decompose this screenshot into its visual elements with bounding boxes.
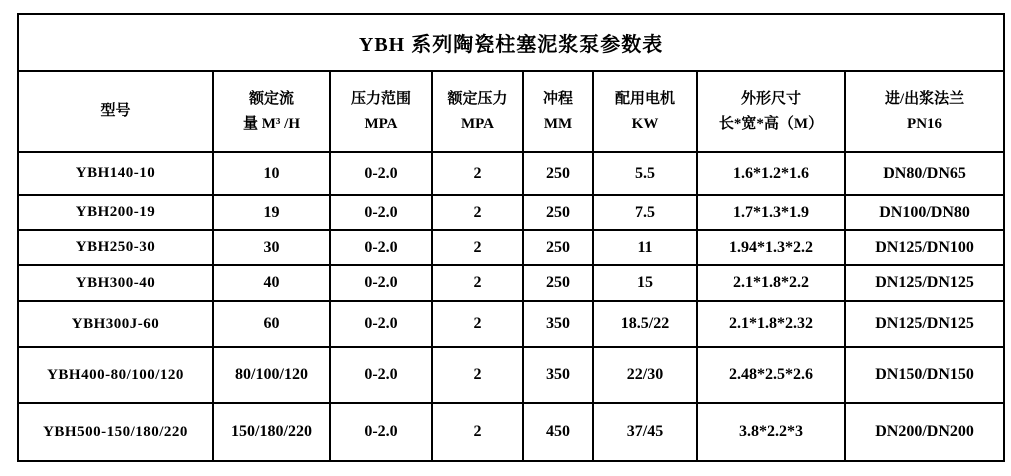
column-header-rated-flow <box>213 71 330 152</box>
cell-motor: 5.5 <box>593 152 697 195</box>
column-header-unit: MM <box>543 115 573 132</box>
column-header-unit: PN16 <box>907 115 943 132</box>
cell-rated-flow: 40 <box>213 265 330 301</box>
cell-motor: 22/30 <box>593 347 697 403</box>
cell-motor: 11 <box>593 230 697 265</box>
column-header-pressure-range <box>330 71 432 152</box>
table-row <box>18 403 1004 461</box>
title-row <box>18 14 1004 71</box>
table-title: YBH 系列陶瓷柱塞泥浆泵参数表 <box>18 14 1004 71</box>
column-header-unit: 长*宽*高（M） <box>718 115 824 132</box>
column-header-label: 额定流 <box>248 90 294 107</box>
column-header-label: 进/出浆法兰 <box>884 90 965 107</box>
cell-dimensions: 1.94*1.3*2.2 <box>697 230 845 265</box>
cell-model: YBH200-19 <box>18 195 213 230</box>
cell-rated-pressure: 2 <box>432 301 523 347</box>
cell-motor: 7.5 <box>593 195 697 230</box>
cell-rated-pressure: 2 <box>432 230 523 265</box>
cell-flange: DN125/DN125 <box>845 265 1004 301</box>
cell-stroke: 450 <box>523 403 593 461</box>
cell-rated-flow: 10 <box>213 152 330 195</box>
cell-flange: DN150/DN150 <box>845 347 1004 403</box>
cell-flange: DN125/DN100 <box>845 230 1004 265</box>
header-row <box>18 71 1004 152</box>
column-header-model <box>18 71 213 152</box>
cell-rated-pressure: 2 <box>432 195 523 230</box>
cell-dimensions: 2.48*2.5*2.6 <box>697 347 845 403</box>
cell-pressure-range: 0-2.0 <box>330 152 432 195</box>
column-header-label: 冲程 <box>542 90 573 107</box>
cell-motor: 37/45 <box>593 403 697 461</box>
column-header-dimensions <box>697 71 845 152</box>
cell-stroke: 350 <box>523 347 593 403</box>
cell-model: YBH500-150/180/220 <box>18 403 213 461</box>
cell-flange: DN125/DN125 <box>845 301 1004 347</box>
column-header-rated-pressure <box>432 71 523 152</box>
cell-rated-flow: 150/180/220 <box>213 403 330 461</box>
table-row <box>18 347 1004 403</box>
pump-parameters-table <box>17 13 1005 462</box>
column-header-label: 额定压力 <box>447 90 508 107</box>
cell-motor: 18.5/22 <box>593 301 697 347</box>
cell-model: YBH300-40 <box>18 265 213 301</box>
table-row <box>18 152 1004 195</box>
column-header-unit: MPA <box>364 115 398 132</box>
cell-stroke: 350 <box>523 301 593 347</box>
cell-rated-pressure: 2 <box>432 347 523 403</box>
column-header-label: 压力范围 <box>350 90 411 107</box>
cell-model: YBH400-80/100/120 <box>18 347 213 403</box>
cell-stroke: 250 <box>523 195 593 230</box>
cell-pressure-range: 0-2.0 <box>330 230 432 265</box>
table-row <box>18 301 1004 347</box>
cell-rated-flow: 60 <box>213 301 330 347</box>
column-header-label: 外形尺寸 <box>740 90 801 107</box>
cell-rated-pressure: 2 <box>432 265 523 301</box>
cell-pressure-range: 0-2.0 <box>330 195 432 230</box>
cell-model: YBH250-30 <box>18 230 213 265</box>
cell-dimensions: 1.6*1.2*1.6 <box>697 152 845 195</box>
cell-dimensions: 1.7*1.3*1.9 <box>697 195 845 230</box>
column-header-label: 型号 <box>100 103 131 120</box>
cell-pressure-range: 0-2.0 <box>330 347 432 403</box>
cell-flange: DN80/DN65 <box>845 152 1004 195</box>
table-row <box>18 265 1004 301</box>
cell-flange: DN100/DN80 <box>845 195 1004 230</box>
cell-motor: 15 <box>593 265 697 301</box>
cell-model: YBH140-10 <box>18 152 213 195</box>
cell-rated-flow: 19 <box>213 195 330 230</box>
column-header-flange <box>845 71 1004 152</box>
cell-stroke: 250 <box>523 230 593 265</box>
cell-rated-flow: 30 <box>213 230 330 265</box>
cell-flange: DN200/DN200 <box>845 403 1004 461</box>
column-header-unit: KW <box>631 115 659 132</box>
cell-dimensions: 3.8*2.2*3 <box>697 403 845 461</box>
table-row <box>18 195 1004 230</box>
cell-pressure-range: 0-2.0 <box>330 403 432 461</box>
cell-dimensions: 2.1*1.8*2.2 <box>697 265 845 301</box>
cell-model: YBH300J-60 <box>18 301 213 347</box>
cell-rated-pressure: 2 <box>432 152 523 195</box>
table-row <box>18 230 1004 265</box>
cell-stroke: 250 <box>523 152 593 195</box>
cell-rated-pressure: 2 <box>432 403 523 461</box>
column-header-unit: MPA <box>460 115 495 132</box>
column-header-stroke <box>523 71 593 152</box>
cell-pressure-range: 0-2.0 <box>330 301 432 347</box>
column-header-unit: 量 M³ /H <box>243 115 300 132</box>
cell-dimensions: 2.1*1.8*2.32 <box>697 301 845 347</box>
cell-pressure-range: 0-2.0 <box>330 265 432 301</box>
cell-stroke: 250 <box>523 265 593 301</box>
column-header-motor <box>593 71 697 152</box>
cell-rated-flow: 80/100/120 <box>213 347 330 403</box>
column-header-label: 配用电机 <box>614 90 675 107</box>
